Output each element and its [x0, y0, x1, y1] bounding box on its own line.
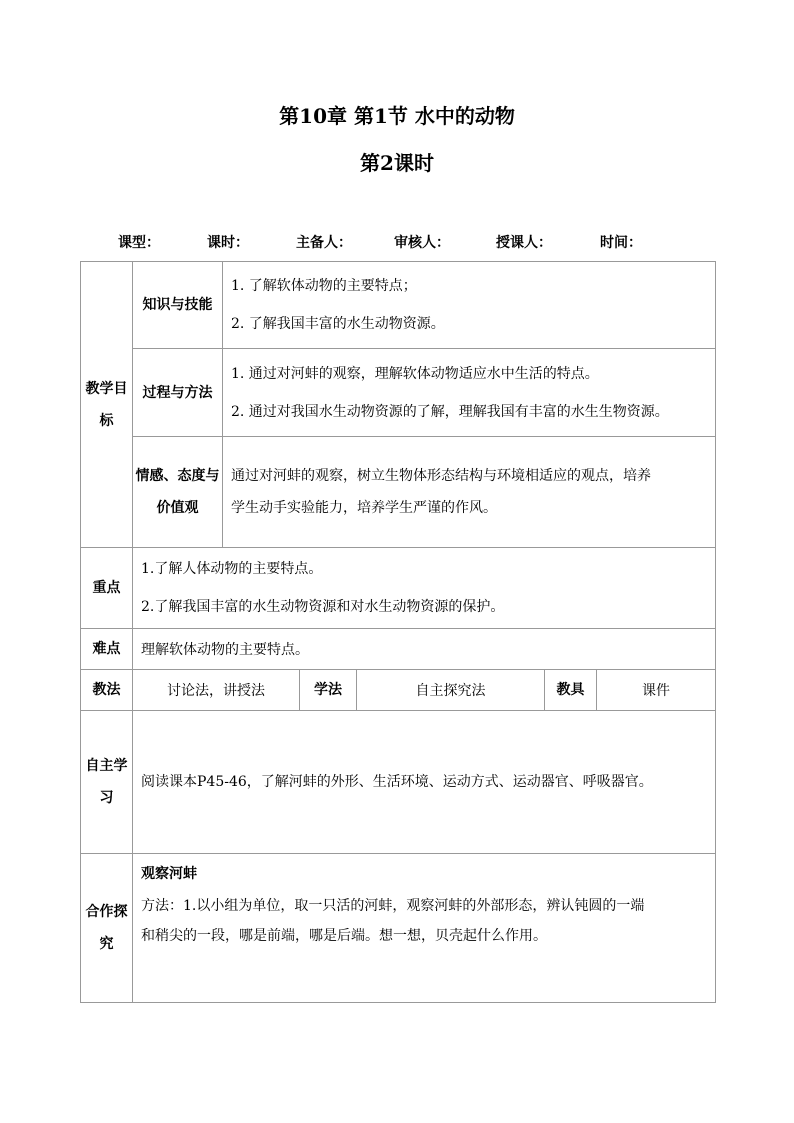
difficulty-content: 理解软体动物的主要特点。 [133, 629, 716, 670]
attitude-content [223, 437, 716, 548]
key-points-label: 重点 [81, 548, 133, 629]
process-label: 过程与方法 [133, 349, 223, 437]
page-title: 第10章 第1节 水中的动物 [279, 104, 515, 128]
process-line-1: 1. 通过对河蚌的观察，理解软体动物适应水中生活的特点。 [231, 365, 599, 382]
knowledge-line-2: 2. 了解我国丰富的水生动物资源。 [231, 316, 445, 332]
goal-row-attitude [81, 437, 716, 548]
difficulty-label: 难点 [81, 629, 133, 670]
cooperation-line-2: 和稍尖的一段，哪是前端，哪是后端。想一想，贝壳起什么作用。 [141, 928, 547, 944]
cooperation-heading: 观察河蚌 [141, 866, 197, 882]
teaching-aid-value: 课件 [597, 670, 716, 711]
cooperation-label: 合作探究 [81, 854, 133, 1003]
knowledge-label: 知识与技能 [133, 262, 223, 349]
cooperation-line-1: 方法：1.以小组为单位，取一只活的河蚌，观察河蚌的外部形态，辨认钝圆的一端 [141, 898, 645, 914]
meta-time: 时间： [600, 235, 642, 251]
cooperation-content [133, 854, 716, 1003]
methods-row [81, 670, 716, 711]
attitude-line-1: 通过对河蚌的观察，树立生物体形态结构与环境相适应的观点，培养 [231, 468, 651, 484]
self-study-text: 阅读课本P45-46，了解河蚌的外形、生活环境、运动方式、运动器官、呼吸器官。 [141, 774, 653, 790]
process-line-2: 2. 通过对我国水生动物资源的了解，理解我国有丰富的水生生物资源。 [231, 403, 669, 420]
learn-method-value: 自主探究法 [357, 670, 545, 711]
cooperation-row [81, 854, 716, 1003]
teach-method-value: 讨论法，讲授法 [133, 670, 300, 711]
key-points-row [81, 548, 716, 629]
key-point-1: 1.了解人体动物的主要特点。 [141, 561, 323, 577]
goal-row-knowledge [81, 262, 716, 349]
key-points-content [133, 548, 716, 629]
teaching-aid-label: 教具 [545, 670, 597, 711]
self-study-row [81, 711, 716, 854]
meta-lesson-type: 课型： [118, 235, 160, 251]
lesson-plan-table [80, 261, 716, 1003]
knowledge-content [223, 262, 716, 349]
key-point-2: 2.了解我国丰富的水生动物资源和对水生动物资源的保护。 [141, 599, 505, 615]
learn-method-label: 学法 [300, 670, 357, 711]
page-subtitle: 第2课时 [360, 151, 434, 175]
attitude-label: 情感、态度与价值观 [133, 437, 223, 548]
meta-preparer: 主备人： [296, 235, 352, 251]
process-content [223, 349, 716, 437]
teach-method-label: 教法 [81, 670, 133, 711]
difficulty-row [81, 629, 716, 670]
meta-lesson-period: 课时： [207, 235, 249, 251]
attitude-line-2: 学生动手实验能力，培养学生严谨的作风。 [231, 500, 497, 516]
self-study-content [133, 711, 716, 854]
goal-row-process [81, 349, 716, 437]
meta-reviewer: 审核人： [394, 235, 450, 251]
goals-label: 教学目标 [81, 262, 133, 548]
self-study-label: 自主学习 [81, 711, 133, 854]
meta-teacher: 授课人： [496, 235, 552, 251]
knowledge-line-1: 1. 了解软体动物的主要特点； [231, 278, 417, 294]
